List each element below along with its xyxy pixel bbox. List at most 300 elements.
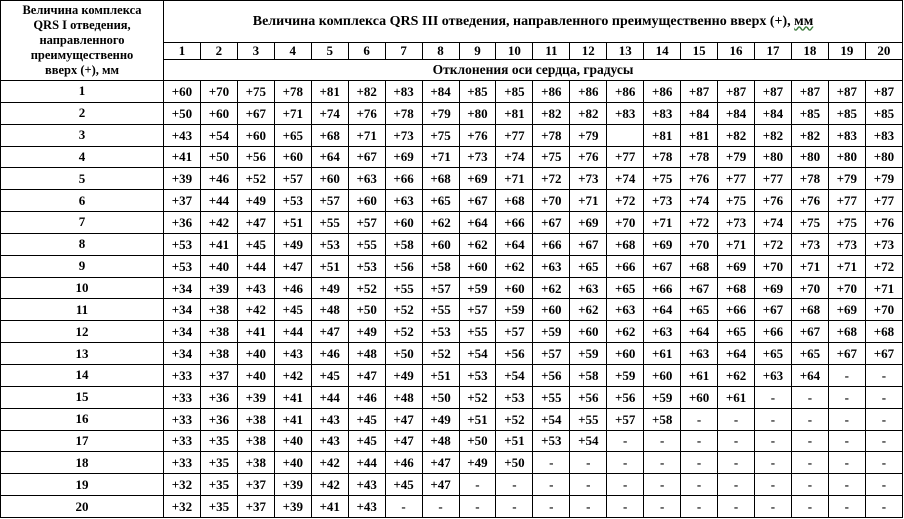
table-cell: +49 — [422, 408, 459, 430]
table-row — [1, 343, 903, 365]
table-cell: +55 — [570, 408, 607, 430]
table-cell: +46 — [274, 277, 311, 299]
column-number: 18 — [791, 43, 828, 60]
table-cell: +64 — [718, 343, 755, 365]
table-cell: - — [718, 452, 755, 474]
table-cell: +75 — [718, 190, 755, 212]
table-cell: +84 — [681, 102, 718, 124]
table-cell: +52 — [237, 168, 274, 190]
table-cell: - — [644, 496, 681, 518]
table-cell: +60 — [274, 146, 311, 168]
column-number: 9 — [459, 43, 496, 60]
table-row — [1, 277, 903, 299]
table-cell: +87 — [681, 81, 718, 103]
table-cell: +81 — [496, 102, 533, 124]
qrs-iii-header-unit: мм — [794, 13, 814, 29]
table-cell: +73 — [865, 233, 902, 255]
table-cell: +63 — [570, 277, 607, 299]
table-cell: +51 — [459, 408, 496, 430]
column-number: 5 — [311, 43, 348, 60]
table-cell: - — [681, 474, 718, 496]
table-cell: - — [644, 474, 681, 496]
table-cell: +53 — [164, 255, 201, 277]
table-cell: +36 — [200, 386, 237, 408]
table-cell: +52 — [348, 277, 385, 299]
table-cell: +70 — [791, 277, 828, 299]
column-number: 2 — [200, 43, 237, 60]
table-cell: +69 — [718, 255, 755, 277]
table-cell: +78 — [791, 168, 828, 190]
table-cell: +62 — [459, 233, 496, 255]
table-cell: +62 — [533, 277, 570, 299]
table-cell: +60 — [348, 190, 385, 212]
table-cell: +77 — [718, 168, 755, 190]
table-cell: +55 — [422, 299, 459, 321]
table-cell: +51 — [422, 364, 459, 386]
table-cell: +68 — [311, 124, 348, 146]
table-cell: +59 — [496, 299, 533, 321]
table-cell: +39 — [200, 277, 237, 299]
table-cell: +71 — [828, 255, 865, 277]
table-cell: +43 — [274, 343, 311, 365]
table-cell: +82 — [755, 124, 792, 146]
table-cell: +38 — [200, 321, 237, 343]
table-cell: +61 — [681, 364, 718, 386]
table-cell: +32 — [164, 496, 201, 518]
table-cell: +56 — [385, 255, 422, 277]
table-cell: +64 — [681, 321, 718, 343]
table-cell: - — [385, 496, 422, 518]
table-cell: +35 — [200, 474, 237, 496]
table-cell: +71 — [496, 168, 533, 190]
table-cell: +78 — [533, 124, 570, 146]
table-cell: +68 — [828, 321, 865, 343]
table-cell: - — [791, 408, 828, 430]
table-cell: +58 — [570, 364, 607, 386]
table-cell: +85 — [496, 81, 533, 103]
table-cell: +63 — [607, 299, 644, 321]
table-cell: +42 — [200, 212, 237, 234]
table-cell: +83 — [828, 124, 865, 146]
table-cell: +54 — [533, 408, 570, 430]
table-cell: +57 — [459, 299, 496, 321]
table-cell: +80 — [828, 146, 865, 168]
table-cell: +52 — [422, 343, 459, 365]
table-cell: +67 — [533, 212, 570, 234]
table-cell: +69 — [644, 233, 681, 255]
table-cell: - — [718, 430, 755, 452]
table-cell: +74 — [496, 146, 533, 168]
table-cell: +84 — [755, 102, 792, 124]
table-cell: +64 — [644, 299, 681, 321]
table-cell: +68 — [496, 190, 533, 212]
table-cell: +53 — [496, 386, 533, 408]
table-cell: - — [718, 408, 755, 430]
table-cell: +64 — [459, 212, 496, 234]
table-cell: +58 — [385, 233, 422, 255]
corner-header-line: вверх (+), мм — [44, 63, 120, 77]
table-cell: +65 — [570, 255, 607, 277]
table-cell: +48 — [385, 386, 422, 408]
table-cell: +71 — [644, 212, 681, 234]
table-cell: +68 — [865, 321, 902, 343]
table-cell: +55 — [385, 277, 422, 299]
table-cell: - — [828, 474, 865, 496]
table-cell: +67 — [348, 146, 385, 168]
table-cell: - — [865, 430, 902, 452]
table-cell: - — [755, 430, 792, 452]
table-cell: +55 — [348, 233, 385, 255]
table-cell: +79 — [865, 168, 902, 190]
table-row — [1, 212, 903, 234]
table-cell: +50 — [385, 343, 422, 365]
deviation-header: Отклонения оси сердца, градусы — [164, 60, 903, 81]
table-row — [1, 474, 903, 496]
table-cell: +50 — [496, 452, 533, 474]
table-cell: - — [459, 474, 496, 496]
table-cell: +70 — [828, 277, 865, 299]
table-cell: +43 — [311, 430, 348, 452]
table-cell: +39 — [164, 168, 201, 190]
table-cell: - — [865, 364, 902, 386]
table-cell: +63 — [755, 364, 792, 386]
table-cell: +55 — [459, 321, 496, 343]
table-cell: +66 — [644, 277, 681, 299]
table-cell: +57 — [496, 321, 533, 343]
table-cell: +34 — [164, 321, 201, 343]
table-cell: +57 — [607, 408, 644, 430]
table-cell: +68 — [681, 255, 718, 277]
table-cell: +87 — [828, 81, 865, 103]
table-row — [1, 364, 903, 386]
table-cell: - — [570, 452, 607, 474]
table-cell: +76 — [348, 102, 385, 124]
table-cell: +72 — [533, 168, 570, 190]
table-cell: +47 — [422, 474, 459, 496]
table-cell: +82 — [718, 124, 755, 146]
table-cell: +44 — [200, 190, 237, 212]
table-cell: +87 — [718, 81, 755, 103]
table-cell: +60 — [570, 321, 607, 343]
table-cell: - — [681, 496, 718, 518]
table-cell: +40 — [274, 430, 311, 452]
table-cell: +57 — [533, 343, 570, 365]
table-cell: +45 — [274, 299, 311, 321]
table-cell: +34 — [164, 343, 201, 365]
table-cell: +66 — [607, 255, 644, 277]
column-number: 7 — [385, 43, 422, 60]
table-cell: +56 — [607, 386, 644, 408]
table-cell: - — [607, 496, 644, 518]
table-cell: +82 — [570, 102, 607, 124]
table-cell: +76 — [459, 124, 496, 146]
table-cell: +53 — [459, 364, 496, 386]
table-row — [1, 430, 903, 452]
table-cell: +43 — [348, 474, 385, 496]
table-cell: +54 — [200, 124, 237, 146]
table-cell: +36 — [200, 408, 237, 430]
row-label: 12 — [1, 321, 164, 343]
table-cell: +63 — [681, 343, 718, 365]
table-cell: +45 — [237, 233, 274, 255]
table-row — [1, 386, 903, 408]
table-row — [1, 299, 903, 321]
table-cell: +75 — [237, 81, 274, 103]
column-number: 6 — [348, 43, 385, 60]
table-cell: +68 — [791, 299, 828, 321]
table-cell: +49 — [311, 277, 348, 299]
table-cell: +60 — [607, 343, 644, 365]
table-cell: +76 — [681, 168, 718, 190]
table-cell: +33 — [164, 364, 201, 386]
column-number: 16 — [718, 43, 755, 60]
column-number: 17 — [755, 43, 792, 60]
table-cell: +60 — [385, 212, 422, 234]
table-cell: +86 — [533, 81, 570, 103]
table-cell: +62 — [718, 364, 755, 386]
row-label: 4 — [1, 146, 164, 168]
table-cell: +62 — [496, 255, 533, 277]
table-cell: +42 — [237, 299, 274, 321]
table-cell: +32 — [164, 474, 201, 496]
table-cell: +34 — [164, 299, 201, 321]
table-cell: +35 — [200, 452, 237, 474]
table-cell: +71 — [422, 146, 459, 168]
table-cell: +59 — [607, 364, 644, 386]
table-cell: - — [533, 496, 570, 518]
table-cell: +46 — [311, 343, 348, 365]
table-cell: +67 — [459, 190, 496, 212]
table-cell: - — [828, 364, 865, 386]
table-cell: +62 — [570, 299, 607, 321]
table-cell: - — [865, 496, 902, 518]
table-cell: +59 — [570, 343, 607, 365]
table-cell: +73 — [570, 168, 607, 190]
table-cell: +74 — [681, 190, 718, 212]
table-cell: +82 — [533, 102, 570, 124]
table-cell: +79 — [422, 102, 459, 124]
column-number: 15 — [681, 43, 718, 60]
table-cell: +43 — [348, 496, 385, 518]
table-cell: +40 — [274, 452, 311, 474]
table-cell: +80 — [865, 146, 902, 168]
row-label: 7 — [1, 212, 164, 234]
table-cell: +62 — [607, 321, 644, 343]
table-cell: +74 — [607, 168, 644, 190]
table-cell: +60 — [237, 124, 274, 146]
table-cell: - — [791, 474, 828, 496]
table-cell: - — [681, 408, 718, 430]
table-cell: +71 — [718, 233, 755, 255]
table-row — [1, 452, 903, 474]
table-cell: - — [755, 386, 792, 408]
table-cell: +65 — [755, 343, 792, 365]
table-cell: +60 — [422, 233, 459, 255]
row-label: 9 — [1, 255, 164, 277]
table-cell: +85 — [791, 102, 828, 124]
table-cell: +66 — [496, 212, 533, 234]
table-row — [1, 255, 903, 277]
row-label: 1 — [1, 81, 164, 103]
table-cell: +67 — [828, 343, 865, 365]
table-cell: +77 — [607, 146, 644, 168]
row-label: 19 — [1, 474, 164, 496]
row-label: 14 — [1, 364, 164, 386]
table-cell: +65 — [422, 190, 459, 212]
table-cell: +69 — [828, 299, 865, 321]
table-cell: +65 — [274, 124, 311, 146]
table-cell: - — [755, 408, 792, 430]
table-cell: +49 — [459, 452, 496, 474]
table-cell: +44 — [311, 386, 348, 408]
table-cell: +71 — [348, 124, 385, 146]
column-number: 1 — [164, 43, 201, 60]
table-cell: +77 — [865, 190, 902, 212]
table-cell: +65 — [681, 299, 718, 321]
table-cell: +70 — [200, 81, 237, 103]
column-number: 20 — [865, 43, 902, 60]
table-cell: +59 — [459, 277, 496, 299]
table-cell: +38 — [237, 430, 274, 452]
table-cell: +73 — [718, 212, 755, 234]
table-cell — [607, 124, 644, 146]
table-cell: +38 — [200, 299, 237, 321]
table-cell: +68 — [422, 168, 459, 190]
table-cell: +69 — [755, 277, 792, 299]
table-cell: - — [828, 430, 865, 452]
table-cell: +45 — [385, 474, 422, 496]
table-cell: +35 — [200, 430, 237, 452]
table-cell: +54 — [459, 343, 496, 365]
table-cell: +56 — [237, 146, 274, 168]
table-cell: +58 — [644, 408, 681, 430]
table-cell: +76 — [755, 190, 792, 212]
table-cell: +35 — [200, 496, 237, 518]
table-cell: +57 — [348, 212, 385, 234]
table-cell: +55 — [311, 212, 348, 234]
table-cell: +53 — [533, 430, 570, 452]
table-cell: +77 — [496, 124, 533, 146]
table-row — [1, 408, 903, 430]
table-cell: - — [496, 474, 533, 496]
column-number: 3 — [237, 43, 274, 60]
table-cell: +47 — [385, 430, 422, 452]
table-cell: +53 — [164, 233, 201, 255]
table-cell: +54 — [570, 430, 607, 452]
table-cell: +61 — [644, 343, 681, 365]
table-cell: - — [533, 452, 570, 474]
table-cell: +48 — [311, 299, 348, 321]
table-cell: +54 — [496, 364, 533, 386]
table-cell: +42 — [274, 364, 311, 386]
table-cell: - — [865, 474, 902, 496]
table-cell: +44 — [237, 255, 274, 277]
table-cell: +87 — [791, 81, 828, 103]
table-cell: +37 — [237, 474, 274, 496]
table-cell: +47 — [385, 408, 422, 430]
table-cell: - — [607, 430, 644, 452]
table-cell: +45 — [348, 408, 385, 430]
table-cell: +47 — [237, 212, 274, 234]
table-cell: +78 — [274, 81, 311, 103]
table-cell: +46 — [348, 386, 385, 408]
table-cell: - — [459, 496, 496, 518]
table-cell: +39 — [274, 474, 311, 496]
table-cell: +71 — [274, 102, 311, 124]
table-cell: +68 — [607, 233, 644, 255]
table-cell: +70 — [533, 190, 570, 212]
table-cell: - — [607, 452, 644, 474]
table-cell: +66 — [385, 168, 422, 190]
column-number: 13 — [607, 43, 644, 60]
table-cell: +39 — [237, 386, 274, 408]
table-cell: +87 — [865, 81, 902, 103]
table-cell: +70 — [607, 212, 644, 234]
table-cell: +45 — [311, 364, 348, 386]
table-cell: +51 — [496, 430, 533, 452]
table-cell: +85 — [828, 102, 865, 124]
table-cell: +60 — [164, 81, 201, 103]
table-cell: +33 — [164, 452, 201, 474]
table-cell: +83 — [607, 102, 644, 124]
table-cell: +71 — [791, 255, 828, 277]
table-cell: +72 — [865, 255, 902, 277]
table-cell: +66 — [533, 233, 570, 255]
corner-header — [1, 1, 164, 81]
table-cell: +67 — [237, 102, 274, 124]
table-cell: +55 — [533, 386, 570, 408]
table-cell: +75 — [422, 124, 459, 146]
table-cell: +50 — [422, 386, 459, 408]
table-cell: +57 — [311, 190, 348, 212]
table-cell: +75 — [791, 212, 828, 234]
table-cell: +69 — [385, 146, 422, 168]
table-cell: +41 — [274, 386, 311, 408]
table-body — [1, 81, 903, 518]
table-cell: - — [791, 430, 828, 452]
table-cell: +79 — [828, 168, 865, 190]
table-cell: +37 — [237, 496, 274, 518]
table-cell: +73 — [459, 146, 496, 168]
table-cell: - — [422, 496, 459, 518]
table-cell: +71 — [570, 190, 607, 212]
table-cell: +74 — [311, 102, 348, 124]
table-cell: +83 — [385, 81, 422, 103]
table-cell: - — [681, 452, 718, 474]
table-cell: +73 — [828, 233, 865, 255]
table-cell: +47 — [311, 321, 348, 343]
table-row — [1, 102, 903, 124]
table-cell: +80 — [459, 102, 496, 124]
table-cell: - — [533, 474, 570, 496]
table-cell: +70 — [681, 233, 718, 255]
table-cell: +86 — [644, 81, 681, 103]
table-cell: +79 — [570, 124, 607, 146]
table-cell: +65 — [607, 277, 644, 299]
column-number: 19 — [828, 43, 865, 60]
table-cell: - — [570, 496, 607, 518]
table-cell: +81 — [681, 124, 718, 146]
table-cell: +82 — [348, 81, 385, 103]
corner-header-line: преимущественно — [30, 48, 134, 62]
table-cell: +43 — [311, 408, 348, 430]
column-number: 10 — [496, 43, 533, 60]
table-cell: +73 — [791, 233, 828, 255]
table-row — [1, 168, 903, 190]
table-cell: - — [570, 474, 607, 496]
row-label: 11 — [1, 299, 164, 321]
table-cell: +84 — [718, 102, 755, 124]
